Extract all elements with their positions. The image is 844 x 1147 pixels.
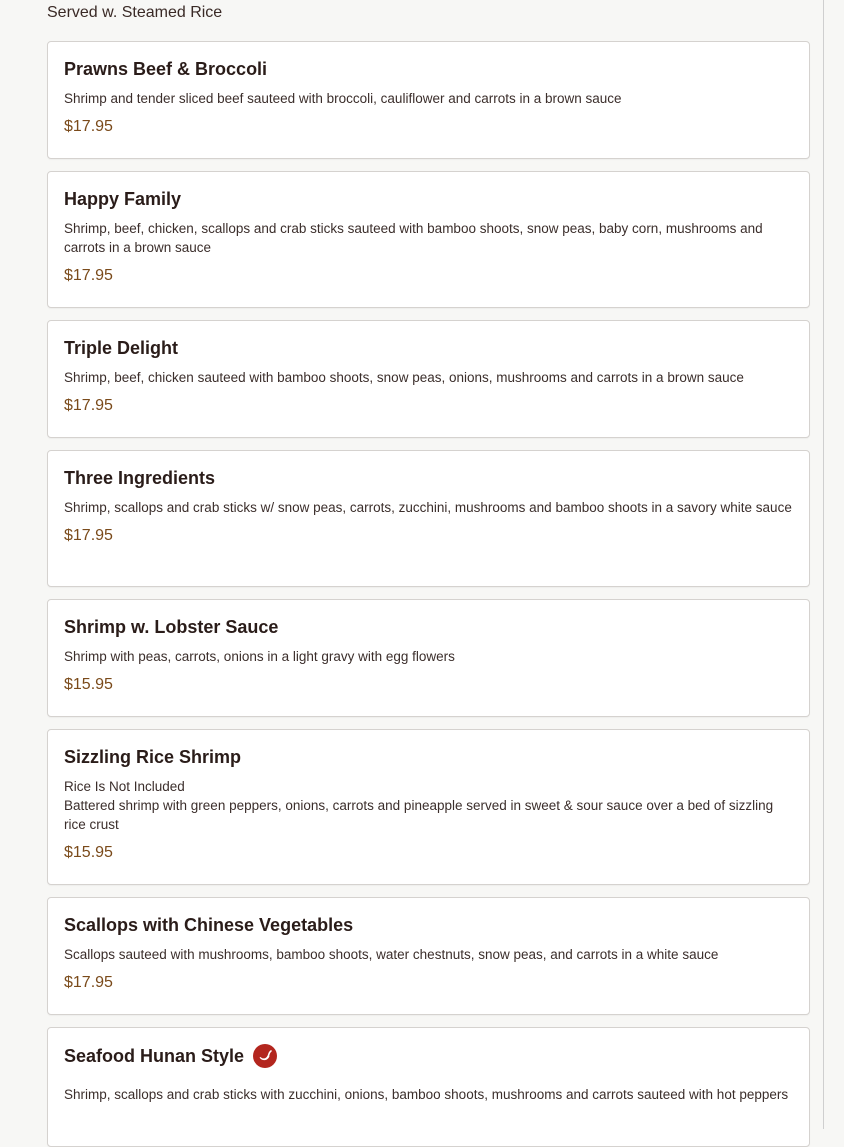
- menu-item-card[interactable]: [47, 729, 810, 885]
- item-price: $17.95: [64, 118, 113, 135]
- menu-item-card[interactable]: [47, 450, 810, 587]
- item-name: Happy Family: [64, 189, 182, 209]
- item-description: Shrimp, scallops and crab sticks with zucchini, onions, bamboo shoots, mushrooms and carrots sauteed with hot peppers: [64, 1087, 789, 1102]
- item-description: Battered shrimp with green peppers, onions, carrots and pineapple served in sweet & sour sauce over a bed of sizzling rice crust: [64, 798, 774, 832]
- item-price: $15.95: [64, 844, 113, 861]
- item-price: $17.95: [64, 974, 113, 991]
- menu-item-card[interactable]: [47, 171, 810, 308]
- item-description: Shrimp and tender sliced beef sauteed with broccoli, cauliflower and carrots in a brown sauce: [64, 91, 622, 106]
- item-name: Shrimp w. Lobster Sauce: [64, 617, 279, 637]
- item-name: Scallops with Chinese Vegetables: [64, 915, 354, 935]
- item-price: $17.95: [64, 397, 113, 414]
- item-name: Triple Delight: [64, 338, 179, 358]
- item-description: Shrimp, scallops and crab sticks w/ snow peas, carrots, zucchini, mushrooms and bamboo shoots in a savory white sauce: [64, 500, 792, 515]
- item-note: Rice Is Not Included: [64, 779, 185, 794]
- item-name: Three Ingredients: [64, 468, 216, 488]
- menu-item-card[interactable]: [47, 897, 810, 1015]
- chili-pepper-icon: [253, 1044, 277, 1068]
- item-name: Seafood Hunan Style: [64, 1046, 245, 1066]
- item-description: Shrimp, beef, chicken, scallops and crab sticks sauteed with bamboo shoots, snow peas, baby corn, mushrooms and carrots in a brown sauce: [64, 221, 763, 255]
- item-price: $17.95: [64, 527, 113, 544]
- menu-item-card[interactable]: [47, 599, 810, 717]
- menu-item-card[interactable]: [47, 1027, 810, 1147]
- item-price: $15.95: [64, 676, 113, 693]
- item-description: Scallops sauteed with mushrooms, bamboo shoots, water chestnuts, snow peas, and carrots in a white sauce: [64, 947, 719, 962]
- section-note: Served w. Steamed Rice: [47, 4, 223, 21]
- item-description: Shrimp, beef, chicken sauteed with bamboo shoots, snow peas, onions, mushrooms and carrots in a brown sauce: [64, 370, 744, 385]
- item-name: Sizzling Rice Shrimp: [64, 747, 242, 767]
- item-price: $17.95: [64, 267, 113, 284]
- menu-item-card[interactable]: [47, 320, 810, 438]
- item-description: Shrimp with peas, carrots, onions in a light gravy with egg flowers: [64, 649, 455, 664]
- item-title-row: [64, 1044, 793, 1068]
- menu-item-card[interactable]: [47, 41, 810, 159]
- item-name: Prawns Beef & Broccoli: [64, 59, 268, 79]
